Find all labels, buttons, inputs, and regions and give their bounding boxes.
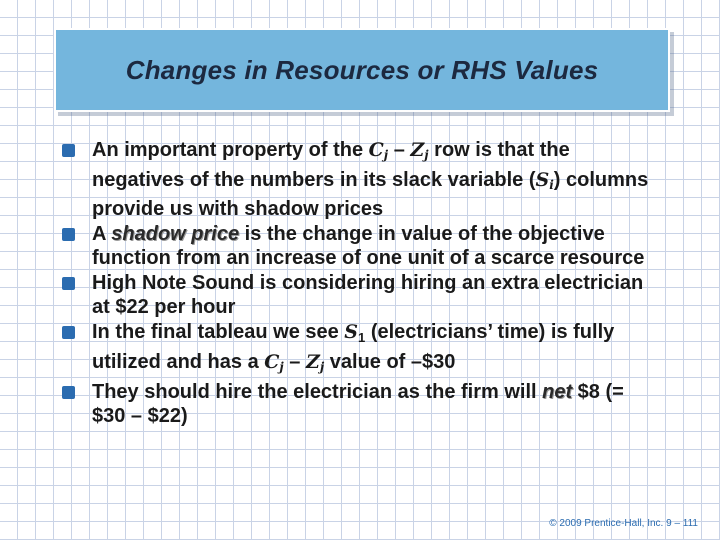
bullet-text: An important property of the xyxy=(92,139,369,161)
bullet-text: row is that the negatives of the numbers in its slack variable ( xyxy=(92,139,570,191)
bullet-item xyxy=(62,222,662,271)
bullet-list xyxy=(62,138,662,429)
variable-c: C xyxy=(264,351,280,373)
footer-copyright: © 2009 Prentice-Hall, Inc. 9 – 111 xyxy=(549,518,698,529)
subscript-1: 1 xyxy=(358,329,366,345)
key-term: net xyxy=(542,380,573,403)
bullet-text: (electricians’ time) is fully utilized and has a xyxy=(92,320,615,373)
square-bullet-icon xyxy=(62,386,75,399)
variable-s: S xyxy=(344,320,359,343)
square-bullet-icon xyxy=(62,277,75,290)
minus-sign: – xyxy=(283,351,306,373)
minus-sign: – xyxy=(388,139,411,161)
bullet-text: High Note Sound is considering hiring an extra electrician at $22 per hour xyxy=(92,271,644,318)
subscript-j: j xyxy=(383,148,389,162)
bullet-text: In the final tableau we see xyxy=(92,320,345,343)
bullet-item xyxy=(62,138,662,222)
bullet-text: value of –$30 xyxy=(324,351,456,373)
bullet-text: A xyxy=(92,222,112,245)
bullet-item xyxy=(62,271,662,320)
bullet-text: They should hire the electrician as the firm will xyxy=(92,380,543,403)
slide-title: Changes in Resources or RHS Values xyxy=(125,54,599,85)
square-bullet-icon xyxy=(62,326,75,339)
subscript-i: i xyxy=(549,177,554,192)
title-box xyxy=(54,28,670,112)
bullet-text: is the change in value of the objective function from an increase of one unit of a scarce resource xyxy=(92,222,645,269)
variable-s: S xyxy=(535,168,550,191)
bullet-item xyxy=(62,320,662,380)
variable-c: C xyxy=(368,139,384,161)
subscript-j: j xyxy=(279,360,284,374)
variable-z: Z xyxy=(305,351,320,373)
variable-z: Z xyxy=(410,139,425,161)
bullet-text: $8 (= $30 – $22) xyxy=(92,380,624,427)
square-bullet-icon xyxy=(62,144,75,157)
subscript-j: j xyxy=(319,360,325,374)
subscript-j: j xyxy=(424,148,429,162)
square-bullet-icon xyxy=(62,228,75,241)
key-term: shadow price xyxy=(111,222,240,245)
bullet-item xyxy=(62,380,662,429)
bullet-text: ) columns provide us with shadow prices xyxy=(92,168,649,220)
